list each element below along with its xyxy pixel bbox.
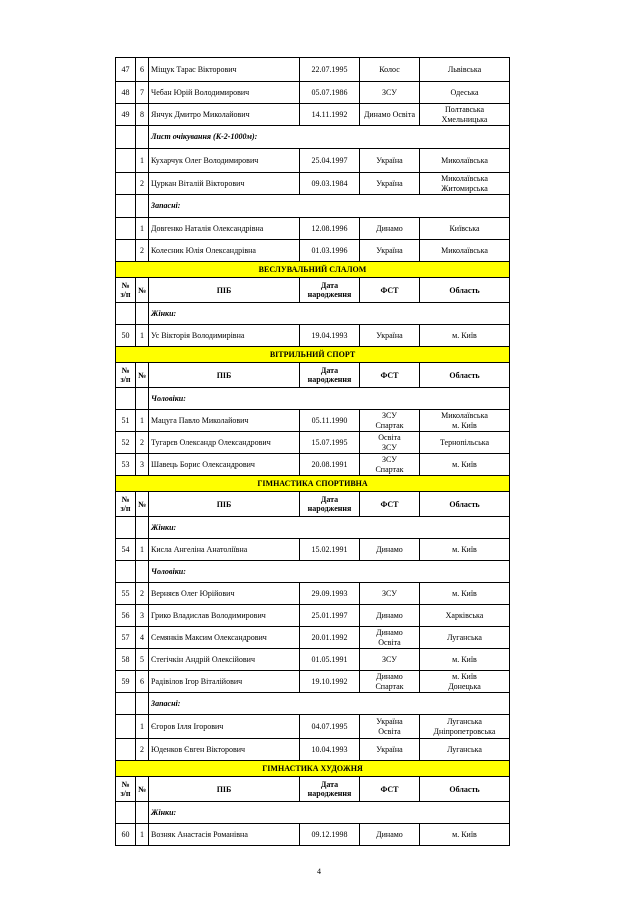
table-row <box>116 649 510 671</box>
cell-fst: Динамо <box>360 218 420 240</box>
cell-region-line: Хмельницька <box>441 114 488 124</box>
header-name <box>149 492 300 517</box>
cell-name: Кухарчук Олег Володимирович <box>149 149 300 173</box>
cell-n: 1 <box>136 218 149 240</box>
header-region <box>420 278 510 303</box>
page-number: 4 <box>317 867 321 876</box>
header-region <box>420 363 510 388</box>
cell-n: 5 <box>136 649 149 671</box>
cell-fst: Колос <box>360 58 420 82</box>
cell-region-line: Луганська <box>447 716 482 726</box>
cell-region <box>420 104 510 126</box>
table-row <box>116 454 510 476</box>
header-dob <box>300 278 360 303</box>
section-title: ГІМНАСТИКА СПОРТИВНА <box>116 476 510 492</box>
cell-n: 3 <box>136 605 149 627</box>
subgroup-row <box>116 561 510 583</box>
cell-n: 7 <box>136 82 149 104</box>
table-row <box>116 240 510 262</box>
cell-fst-line: Освіта <box>378 637 401 647</box>
table-row <box>116 82 510 104</box>
cell-region <box>420 173 510 195</box>
cell-no <box>116 173 136 195</box>
cell-dob: 25.04.1997 <box>300 149 360 173</box>
subgroup-label: Чоловіки: <box>149 561 510 583</box>
cell-fst <box>360 715 420 739</box>
cell-dob: 12.08.1996 <box>300 218 360 240</box>
cell-region: Луганська <box>420 739 510 761</box>
cell-no <box>116 715 136 739</box>
cell-n: 1 <box>136 410 149 432</box>
cell-region-line: Донецька <box>448 681 481 691</box>
cell-no: 58 <box>116 649 136 671</box>
header-dob-line: народження <box>307 789 352 798</box>
cell-name: Юденков Євген Вікторович <box>149 739 300 761</box>
cell-region: Миколаївська <box>420 149 510 173</box>
cell-region: Миколаївська <box>420 240 510 262</box>
cell-fst: ЗСУ <box>360 82 420 104</box>
header-fst-line: ФСТ <box>380 370 399 380</box>
table-row <box>116 149 510 173</box>
cell-no <box>116 240 136 262</box>
header-fst-line: ФСТ <box>380 784 399 794</box>
header-num-line: з/п <box>120 375 131 384</box>
cell-no: 54 <box>116 539 136 561</box>
cell-dob: 14.11.1992 <box>300 104 360 126</box>
header-num-line: № <box>121 780 130 789</box>
cell-region <box>420 715 510 739</box>
cell-region: м. Київ <box>420 539 510 561</box>
cell-dob: 29.09.1993 <box>300 583 360 605</box>
cell-dob: 05.11.1990 <box>300 410 360 432</box>
cell-empty <box>136 126 149 149</box>
header-dob-line: Дата <box>320 366 339 375</box>
cell-fst: Динамо <box>360 605 420 627</box>
cell-n: 2 <box>136 432 149 454</box>
column-header-row <box>116 278 510 303</box>
table-row <box>116 432 510 454</box>
header-n-line: № <box>138 499 147 509</box>
cell-name: Янчук Дмитро Миколайович <box>149 104 300 126</box>
subgroup-row <box>116 388 510 410</box>
cell-no: 56 <box>116 605 136 627</box>
cell-fst <box>360 627 420 649</box>
cell-region: Луганська <box>420 627 510 649</box>
cell-fst-line: ЗСУ <box>382 454 397 464</box>
cell-n: 1 <box>136 539 149 561</box>
cell-empty <box>136 195 149 218</box>
table-row <box>116 218 510 240</box>
subgroup-row <box>116 195 510 218</box>
subgroup-row <box>116 802 510 824</box>
header-region-line: Область <box>449 285 480 295</box>
header-name-line: ПІБ <box>216 370 232 380</box>
cell-fst-line: ЗСУ <box>382 410 397 420</box>
cell-n: 1 <box>136 149 149 173</box>
cell-fst-line: ЗСУ <box>382 442 397 452</box>
cell-fst-line: Динамо <box>376 671 403 681</box>
section-header-row <box>116 262 510 278</box>
cell-no <box>116 739 136 761</box>
table-row <box>116 739 510 761</box>
cell-region <box>420 410 510 432</box>
header-region <box>420 777 510 802</box>
cell-fst <box>360 454 420 476</box>
cell-name: Возняк Анастасія Романівна <box>149 824 300 846</box>
header-dob <box>300 492 360 517</box>
cell-name: Грико Владислав Володимирович <box>149 605 300 627</box>
table-row <box>116 325 510 347</box>
cell-no: 59 <box>116 671 136 693</box>
header-region-line: Область <box>449 370 480 380</box>
cell-fst-line: Освіта <box>378 432 401 442</box>
cell-region-line: Миколаївська <box>441 173 488 183</box>
cell-dob: 09.03.1984 <box>300 173 360 195</box>
cell-region-line: Миколаївська <box>441 410 488 420</box>
cell-empty <box>116 195 136 218</box>
header-num-line: з/п <box>120 290 131 299</box>
cell-region-line: м. Київ <box>452 420 477 430</box>
cell-fst-line: Україна <box>376 716 403 726</box>
cell-no: 57 <box>116 627 136 649</box>
cell-dob: 09.12.1998 <box>300 824 360 846</box>
cell-n: 2 <box>136 240 149 262</box>
cell-n: 6 <box>136 671 149 693</box>
cell-region-line: Дніпропетровська <box>433 726 496 736</box>
cell-no: 53 <box>116 454 136 476</box>
cell-n: 8 <box>136 104 149 126</box>
header-n-line: № <box>138 784 147 794</box>
table-row <box>116 671 510 693</box>
header-name <box>149 777 300 802</box>
cell-fst-line: Освіта <box>378 726 401 736</box>
cell-name: Ус Вікторія Володимирівна <box>149 325 300 347</box>
table-row <box>116 104 510 126</box>
cell-name: Шавець Борис Олександрович <box>149 454 300 476</box>
cell-dob: 19.10.1992 <box>300 671 360 693</box>
header-num-line: № <box>121 366 130 375</box>
cell-name: Єгоров Ілля Ігорович <box>149 715 300 739</box>
cell-fst: Україна <box>360 739 420 761</box>
header-name <box>149 278 300 303</box>
header-fst <box>360 777 420 802</box>
cell-empty <box>116 388 136 410</box>
section-header-row <box>116 476 510 492</box>
subgroup-label: Лист очікування (К-2-1000м): <box>149 126 510 149</box>
cell-empty <box>136 693 149 715</box>
cell-empty <box>116 693 136 715</box>
cell-no: 52 <box>116 432 136 454</box>
cell-region-line: Полтавська <box>444 104 485 114</box>
cell-empty <box>116 802 136 824</box>
cell-n: 6 <box>136 58 149 82</box>
section-header-row <box>116 761 510 777</box>
table-row <box>116 539 510 561</box>
header-region-line: Область <box>449 499 480 509</box>
header-num <box>116 492 136 517</box>
subgroup-row <box>116 126 510 149</box>
subgroup-label: Жінки: <box>149 303 510 325</box>
column-header-row <box>116 492 510 517</box>
cell-n: 3 <box>136 454 149 476</box>
cell-dob: 01.05.1991 <box>300 649 360 671</box>
cell-region: Тернопільська <box>420 432 510 454</box>
cell-empty <box>116 303 136 325</box>
athletes-document <box>115 57 509 846</box>
cell-dob: 19.04.1993 <box>300 325 360 347</box>
section-title: ВЕСЛУВАЛЬНИЙ СЛАЛОМ <box>116 262 510 278</box>
subgroup-row <box>116 303 510 325</box>
cell-n: 2 <box>136 583 149 605</box>
cell-no: 60 <box>116 824 136 846</box>
cell-fst-line: Спартак <box>375 420 404 430</box>
cell-empty <box>116 517 136 539</box>
athletes-table <box>115 57 510 846</box>
cell-no <box>116 218 136 240</box>
section-title: ГІМНАСТИКА ХУДОЖНЯ <box>116 761 510 777</box>
header-num <box>116 278 136 303</box>
cell-fst-line: Динамо <box>376 627 403 637</box>
table-row <box>116 58 510 82</box>
cell-name: Довгенко Наталія Олександрівна <box>149 218 300 240</box>
table-row <box>116 410 510 432</box>
cell-no: 47 <box>116 58 136 82</box>
cell-name: Колесник Юлія Олександрівна <box>149 240 300 262</box>
cell-name: Семянків Максим Олександрович <box>149 627 300 649</box>
header-num-line: з/п <box>120 504 131 513</box>
cell-name: Радівілов Ігор Віталійович <box>149 671 300 693</box>
header-region-line: Область <box>449 784 480 794</box>
subgroup-label: Жінки: <box>149 802 510 824</box>
cell-empty <box>136 802 149 824</box>
column-header-row <box>116 363 510 388</box>
cell-fst <box>360 671 420 693</box>
section-header-row <box>116 347 510 363</box>
header-dob <box>300 777 360 802</box>
cell-fst: Україна <box>360 149 420 173</box>
cell-n: 2 <box>136 173 149 195</box>
cell-n: 1 <box>136 824 149 846</box>
cell-fst: Динамо <box>360 539 420 561</box>
header-num <box>116 777 136 802</box>
header-n <box>136 278 149 303</box>
cell-region: Львівська <box>420 58 510 82</box>
cell-dob: 04.07.1995 <box>300 715 360 739</box>
cell-region: м. Київ <box>420 824 510 846</box>
cell-name: Кисла Ангеліна Анатоліївна <box>149 539 300 561</box>
table-row <box>116 715 510 739</box>
header-dob-line: Дата <box>320 495 339 504</box>
cell-fst-line: Спартак <box>375 464 404 474</box>
header-fst <box>360 278 420 303</box>
cell-dob: 15.02.1991 <box>300 539 360 561</box>
header-fst-line: ФСТ <box>380 499 399 509</box>
cell-empty <box>116 126 136 149</box>
header-dob-line: Дата <box>320 281 339 290</box>
cell-region: м. Київ <box>420 649 510 671</box>
cell-empty <box>136 517 149 539</box>
table-row <box>116 583 510 605</box>
cell-name: Верняєв Олег Юрійович <box>149 583 300 605</box>
cell-dob: 25.01.1997 <box>300 605 360 627</box>
subgroup-row <box>116 693 510 715</box>
athletes-table-body <box>116 58 510 846</box>
cell-fst <box>360 410 420 432</box>
cell-region: м. Київ <box>420 583 510 605</box>
header-dob-line: народження <box>307 290 352 299</box>
cell-name: Стегічкін Андрій Олексійович <box>149 649 300 671</box>
cell-region <box>420 671 510 693</box>
cell-no: 51 <box>116 410 136 432</box>
cell-n: 4 <box>136 627 149 649</box>
cell-dob: 10.04.1993 <box>300 739 360 761</box>
header-region <box>420 492 510 517</box>
header-n-line: № <box>138 285 147 295</box>
cell-fst: Динамо Освіта <box>360 104 420 126</box>
cell-no: 49 <box>116 104 136 126</box>
cell-empty <box>136 303 149 325</box>
cell-dob: 20.08.1991 <box>300 454 360 476</box>
cell-n: 2 <box>136 739 149 761</box>
column-header-row <box>116 777 510 802</box>
subgroup-label: Запасні: <box>149 693 510 715</box>
cell-dob: 20.01.1992 <box>300 627 360 649</box>
cell-dob: 05.07.1986 <box>300 82 360 104</box>
cell-empty <box>136 561 149 583</box>
header-dob-line: Дата <box>320 780 339 789</box>
cell-fst: Україна <box>360 173 420 195</box>
cell-empty <box>136 388 149 410</box>
cell-no: 55 <box>116 583 136 605</box>
cell-name: Мацуга Павло Миколайович <box>149 410 300 432</box>
subgroup-row <box>116 517 510 539</box>
header-num-line: № <box>121 495 130 504</box>
cell-dob: 01.03.1996 <box>300 240 360 262</box>
header-name-line: ПІБ <box>216 499 232 509</box>
section-title: ВІТРИЛЬНИЙ СПОРТ <box>116 347 510 363</box>
cell-fst <box>360 432 420 454</box>
header-n <box>136 492 149 517</box>
header-n <box>136 777 149 802</box>
cell-region-line: м. Київ <box>452 671 477 681</box>
cell-fst: ЗСУ <box>360 649 420 671</box>
subgroup-label: Жінки: <box>149 517 510 539</box>
header-name <box>149 363 300 388</box>
header-name-line: ПІБ <box>216 784 232 794</box>
cell-name: Тугарєв Олександр Олександрович <box>149 432 300 454</box>
header-dob <box>300 363 360 388</box>
cell-name: Цуркан Віталій Вікторович <box>149 173 300 195</box>
table-row <box>116 173 510 195</box>
cell-fst: ЗСУ <box>360 583 420 605</box>
subgroup-label: Запасні: <box>149 195 510 218</box>
cell-name: Міщук Тарас Вікторович <box>149 58 300 82</box>
table-row <box>116 605 510 627</box>
header-n <box>136 363 149 388</box>
cell-fst: Україна <box>360 325 420 347</box>
header-dob-line: народження <box>307 504 352 513</box>
header-num <box>116 363 136 388</box>
cell-fst: Україна <box>360 240 420 262</box>
cell-n: 1 <box>136 325 149 347</box>
cell-region: м. Київ <box>420 454 510 476</box>
cell-dob: 15.07.1995 <box>300 432 360 454</box>
cell-name: Чебан Юрій Володимирович <box>149 82 300 104</box>
cell-no: 48 <box>116 82 136 104</box>
cell-fst-line: Спартак <box>375 681 404 691</box>
cell-dob: 22.07.1995 <box>300 58 360 82</box>
cell-region: Харківська <box>420 605 510 627</box>
subgroup-label: Чоловіки: <box>149 388 510 410</box>
cell-region: м. Київ <box>420 325 510 347</box>
cell-n: 1 <box>136 715 149 739</box>
header-fst <box>360 363 420 388</box>
cell-no <box>116 149 136 173</box>
header-fst <box>360 492 420 517</box>
table-row <box>116 824 510 846</box>
header-num-line: № <box>121 281 130 290</box>
cell-region: Київська <box>420 218 510 240</box>
table-row <box>116 627 510 649</box>
cell-region: Одеська <box>420 82 510 104</box>
header-dob-line: народження <box>307 375 352 384</box>
cell-no: 50 <box>116 325 136 347</box>
cell-region-line: Житомирська <box>441 183 488 193</box>
header-num-line: з/п <box>120 789 131 798</box>
header-fst-line: ФСТ <box>380 285 399 295</box>
cell-fst: Динамо <box>360 824 420 846</box>
cell-empty <box>116 561 136 583</box>
header-name-line: ПІБ <box>216 285 232 295</box>
header-n-line: № <box>138 370 147 380</box>
